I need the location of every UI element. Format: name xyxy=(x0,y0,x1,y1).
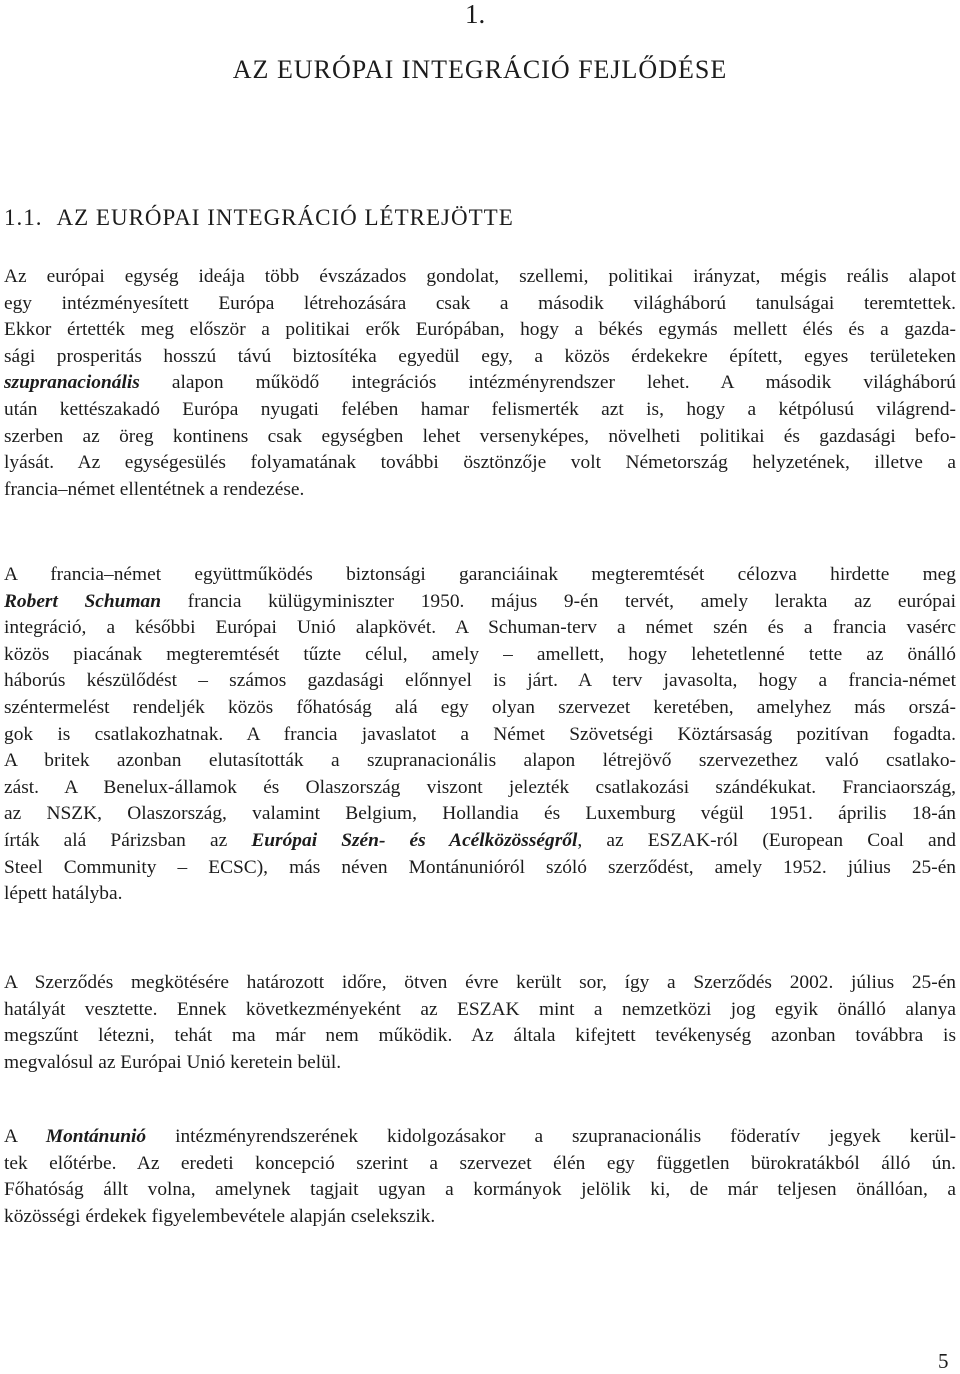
text-line: szerben az öreg kontinens csak egységben lehet versenyképes, növelheti politikai és gazdasági befo- xyxy=(4,425,956,447)
emphasis-term: Montánunió xyxy=(45,1126,147,1147)
text-line: megvalósul az Európai Unió keretein belül. xyxy=(4,1051,342,1073)
text-segment: A xyxy=(4,1126,46,1147)
emphasis-term: szupranacionális xyxy=(4,372,140,394)
chapter-number: 1. xyxy=(465,0,486,29)
text-line xyxy=(4,370,956,397)
text-line: A francia–német együttműködés biztonsági garanciáinak megteremtését célozva hirdette meg xyxy=(4,564,956,585)
text-line: gok is csatlakozhatnak. A francia javaslatot a Német Szövetségi Köztársaság pozitívan fogadta. xyxy=(4,723,956,745)
text-segment: alapon működő integrációs intézményrendszer lehet. A második világháború xyxy=(139,372,956,394)
emphasis-name: Robert Schuman xyxy=(4,590,162,612)
text-line: Ekkor értették meg először a politikai erők Európában, hogy a békés egymás mellett élés és a gazda- xyxy=(4,319,956,341)
text-line: lyását. Az egységesülés folyamatának további ösztönzője volt Németország helyzetének, illetve a xyxy=(4,452,956,474)
text-segment: , az ESZAK-ról (European Coal and xyxy=(577,829,956,851)
text-line: zást. A Benelux-államok és Olaszország viszont jelezték csatlakozási szándékukat. Franciaország, xyxy=(4,776,956,798)
text-line: integráció, a későbbi Európai Unió alapkövét. A Schuman-terv a német szén és a francia vasérc xyxy=(4,617,956,639)
text-line: francia–német ellentétnek a rendezése. xyxy=(4,478,305,500)
text-line: egy intézményesített Európa létrehozására csak a második világháború tanulságai teremtettek. xyxy=(4,292,956,314)
page-number: 5 xyxy=(938,1349,949,1373)
text-segment: francia külügyminiszter 1950. május 9-én tervét, amely lerakta az európai xyxy=(161,590,956,612)
paragraph-3 xyxy=(4,970,956,1076)
text-line: Főhatóság állt volna, amelynek tagjait ugyan a kormányok jelölik ki, de már teljesen önállóan, a xyxy=(4,1179,956,1201)
chapter-title: AZ EURÓPAI INTEGRÁCIÓ FEJLŐDÉSE xyxy=(232,55,728,84)
text-line: megszűnt létezni, tehát ma már nem működik. Az általa kifejtett tevékenység azonban továbbra is xyxy=(4,1025,956,1047)
text-line: tek előtérbe. Az eredeti koncepció szerint a szervezet élén egy független bürokratákból álló ún. xyxy=(4,1152,956,1174)
emphasis-term: Európai Szén- és Acélközösségről xyxy=(251,829,578,851)
section-title: AZ EURÓPAI INTEGRÁCIÓ LÉTREJÖTTE xyxy=(56,205,514,230)
text-line: hatályát vesztette. Ennek következményeként az ESZAK mint a nemzetközi jog egyik önálló alanya xyxy=(4,998,956,1020)
text-line: az NSZK, Olaszország, valamint Belgium, Hollandia és Luxemburg végül 1951. április 18-án xyxy=(4,803,956,825)
text-line: közösségi érdekek figyelembevétele alapján cselekszik. xyxy=(4,1205,436,1227)
text-line: háborús készülődést – számos gazdasági előnnyel is járt. A terv javasolta, hogy a francia-német xyxy=(4,670,956,692)
text-segment: írták alá Párizsban az xyxy=(4,829,252,851)
text-line: A britek azonban elutasították a szupranacionális alapon létrejövő szervezethez való csatlako- xyxy=(4,750,956,772)
text-segment: intézményrendszerének kidolgozásakor a szupranacionális föderatív jegyek kerül- xyxy=(146,1126,956,1147)
section-number: 1.1. xyxy=(4,205,43,230)
text-line: A Szerződés megkötésére határozott időre, ötven évre került sor, így a Szerződés 2002. július 25-én xyxy=(4,972,956,993)
paragraph-1 xyxy=(4,264,956,503)
text-line: után kettészakadó Európa nyugati felében hamar felismerték azt is, hogy a kétpólusú világrend- xyxy=(4,398,956,420)
text-line: sági prosperitás hosszú távú biztosítéka egyedül egy, a közös érdekekre épített, egyes területeken xyxy=(4,345,956,367)
paragraph-4 xyxy=(4,1124,956,1230)
text-line: széntermelést rendeljék közös főhatóság alá egy olyan szervezet keretében, amelyhez más orszá- xyxy=(4,696,956,718)
paragraph-2 xyxy=(4,562,956,908)
text-line: Steel Community – ECSC), más néven Montánunióról szóló szerződést, amely 1952. július 25-én xyxy=(4,856,956,878)
text-line xyxy=(4,1124,956,1151)
text-line xyxy=(4,589,956,616)
text-line: Az európai egység ideája több évszázados gondolat, szellemi, politikai irányzat, mégis reális alapot xyxy=(4,266,956,287)
text-line xyxy=(4,828,956,855)
text-line: közös piacának megteremtését tűzte célul, amely – amellett, hogy lehetetlenné tette az önálló xyxy=(4,643,956,665)
section-heading xyxy=(4,203,514,233)
text-line: lépett hatályba. xyxy=(4,883,123,905)
